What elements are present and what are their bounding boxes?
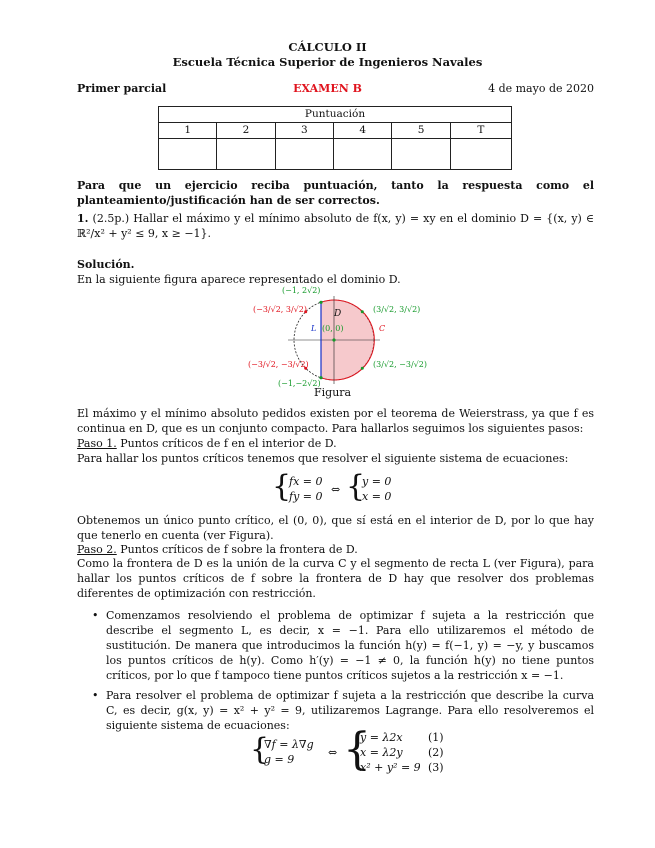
- problem-points: (2.5p.): [92, 212, 130, 225]
- label-lower-right: (3/√2, −3/√2): [373, 360, 427, 369]
- score-col-total: T: [450, 123, 511, 139]
- sys1-l2: fy = 0: [289, 490, 323, 503]
- sys1-arrow: ⇔: [331, 483, 341, 496]
- label-top-point: (−1, 2√2): [282, 286, 321, 295]
- score-cell-5[interactable]: [392, 139, 450, 170]
- label-bottom-point: (−1,−2√2): [278, 379, 321, 388]
- problem-number: 1.: [77, 212, 89, 225]
- paragraph-weierstrass: El máximo y el mínimo absoluto pedidos existen por el teorema de Weierstrass, ya que f es continua en D, que es un conjunto compacto. Para hallarlos seguimos los siguientes pasos:: [77, 407, 594, 435]
- label-segment: L: [311, 324, 317, 333]
- bullet-1-text: Comenzamos resolviendo el problema de optimizar f sujeta a la restricción que describe el segmento L, es decir, x = −1. Para ello utilizaremos el método de sustitución. De manera que introducimos la función h(y) = f(−1, y) = −y, y buscamos los puntos críticos de h(y). Como h′(y) = −1 ≠ 0, la función h(y) no tiene puntos críticos, por lo que f tampoco tiene puntos críticos sujetos a la restricción x = −1.: [106, 609, 594, 682]
- paragraph-boundary: Como la frontera de D es la unión de la curva C y el segmento de recta L (ver Figura), para hallar los puntos críticos de f sobre la frontera de D hay que resolver dos problemas diferentes de optimización con restricción.: [77, 557, 594, 600]
- sys2-arrow: ⇔: [328, 746, 338, 759]
- score-col-2: 2: [217, 123, 275, 139]
- step1-text: Puntos críticos de f en el interior de D.: [120, 437, 337, 450]
- sys2-r3: x² + y² = 9: [360, 761, 421, 774]
- exam-name: EXAMEN B: [293, 82, 362, 95]
- score-col-5: 5: [392, 123, 450, 139]
- score-cell-3[interactable]: [275, 139, 333, 170]
- bullet-2-marker: •: [92, 689, 99, 702]
- exam-type: Primer parcial: [77, 82, 167, 95]
- score-cell-4[interactable]: [334, 139, 392, 170]
- score-col-4: 4: [334, 123, 392, 139]
- exam-date: 4 de mayo de 2020: [488, 82, 594, 95]
- point-top: [319, 301, 322, 304]
- step1-title: Paso 1.: [77, 437, 117, 450]
- exam-page: CÁLCULO II Escuela Técnica Superior de Ingenieros Navales Primer parcial EXAMEN B 4 de mayo de 2020 Puntuación 1 2 3 4 5 T Para que un ejercicio reciba puntuación, tanto la respuesta como el planteamiento/justificación han de ser correctos. 1. (2.5p.) Hallar el máximo y el mínimo absoluto de f(x, y) = xy en el dominio D = {(x, y) ∈ ℝ²/x² + y² ≤ 9, x ≥ −1}. Solución. En la siguiente figura aparece representado el dominio D. (−1, 2√2) (−3/√2, 3/√2) (3/√2, 3/√2) D L (0, 0) C (−3/√2, −3/√2) (3/√2, −3/√2) (−1,−2√2) Figura El máximo y el mínimo absoluto pedidos existen por el teorema de Weierstrass, ya que f es continua en D, que es un conjunto compacto. Para hallarlos seguimos los siguientes pasos: Paso 1. Puntos críticos de f en el interior de D. Para hallar los puntos críticos tenemos que resolver el siguiente sistema de ecuaciones: { fx = 0 fy = 0 ⇔ { y = 0 x = 0 Obtenemos un único punto crítico, el (0, 0), que sí está en el interior de D, por lo que hay que tenerlo en cuenta (ver Figura). Paso 2. Puntos críticos de f sobre la frontera de D. Como la frontera de D es la unión de la curva C y el segmento de recta L (ver Figura), para hallar los puntos críticos de f sobre la frontera de D hay que resolver dos problemas diferentes de optimización con restricción. • Comenzamos resolviendo el problema de optimizar f sujeta a la restricción que describe el segmento L, es decir, x = −1. Para ello utilizaremos el método de sustitución. De manera que introducimos la función h(y) = f(−1, y) = −y, y buscamos los puntos críticos de h(y). Como h′(y) = −1 ≠ 0, la función h(y) no tiene puntos críticos, por lo que f tampoco tiene puntos críticos sujetos a la restricción x = −1. • Para resolver el problema de optimizar f sujeta a la restricción que describe la curva C, es decir, g(x, y) = x² + y² = 9, utilizaremos Lagrange. Para ello resolveremos el siguiente sistema de ecuaciones: { ∇f = λ∇g g = 9 ⇔ { y = λ2x x = λ2y x² + y² = 9 (1) (2) (3): [0, 0, 655, 848]
- sys1-r2: x = 0: [362, 490, 392, 503]
- score-col-3: 3: [275, 123, 333, 139]
- point-upper-right: [361, 310, 364, 313]
- sys2-n3: (3): [428, 761, 444, 774]
- instructions: Para que un ejercicio reciba puntuación, tanto la respuesta como el planteamiento/justificación han de ser correctos.: [77, 179, 594, 207]
- sys2-n1: (1): [428, 731, 444, 744]
- step2: [77, 542, 358, 557]
- score-col-1: 1: [159, 123, 217, 139]
- domain-figure: [248, 284, 420, 396]
- point-lower-right: [361, 367, 364, 370]
- label-curve: C: [379, 324, 386, 333]
- solution-heading: Solución.: [77, 258, 135, 271]
- problem-statement: [77, 211, 594, 241]
- sys2-r2: x = λ2y: [360, 746, 403, 759]
- point-origin: [332, 338, 335, 341]
- step2-title: Paso 2.: [77, 543, 117, 556]
- bullet-1-marker: •: [92, 609, 99, 622]
- score-table-caption: Puntuación: [159, 107, 512, 123]
- label-lower-left: (−3/√2, −3/√2): [248, 360, 309, 369]
- school-name: Escuela Técnica Superior de Ingenieros Navales: [172, 55, 483, 69]
- label-origin: (0, 0): [322, 324, 344, 333]
- sys2-n2: (2): [428, 746, 444, 759]
- problem-text: Hallar el máximo y el mínimo absoluto de f(x, y) = xy en el dominio D = {(x, y) ∈ ℝ²/x² + y² ≤ 9, x ≥ −1}.: [77, 212, 595, 240]
- step2-text: Puntos críticos de f sobre la frontera de D.: [120, 543, 358, 556]
- score-cell-1[interactable]: [159, 139, 217, 170]
- score-cell-total[interactable]: [450, 139, 511, 170]
- label-upper-right: (3/√2, 3/√2): [373, 305, 421, 314]
- figure-caption: Figura: [314, 386, 352, 399]
- bullet-2-text: Para resolver el problema de optimizar f sujeta a la restricción que describe la curva C, es decir, g(x, y) = x² + y² = 9, utilizaremos Lagrange. Para ello resolveremos el siguiente sistema de ecuaciones:: [106, 689, 594, 732]
- score-table: [158, 106, 512, 170]
- paragraph-critical-point: Obtenemos un único punto crítico, el (0, 0), que sí está en el interior de D, por lo que hay que tenerlo en cuenta (ver Figura).: [77, 514, 594, 542]
- course-title: CÁLCULO II: [288, 40, 367, 54]
- sys2-l2: g = 9: [264, 753, 295, 766]
- sys2-r1: y = λ2x: [360, 731, 403, 744]
- sys1-r1: y = 0: [362, 475, 392, 488]
- score-cell-2[interactable]: [217, 139, 275, 170]
- step1-paragraph: Para hallar los puntos críticos tenemos que resolver el siguiente sistema de ecuaciones:: [77, 452, 569, 465]
- sys1-l1: fx = 0: [289, 475, 323, 488]
- label-upper-left: (−3/√2, 3/√2): [253, 305, 307, 314]
- sys2-l1: ∇f = λ∇g: [264, 738, 314, 751]
- label-domain: D: [334, 309, 342, 319]
- solution-intro: En la siguiente figura aparece representado el dominio D.: [77, 273, 401, 286]
- step1: [77, 436, 337, 451]
